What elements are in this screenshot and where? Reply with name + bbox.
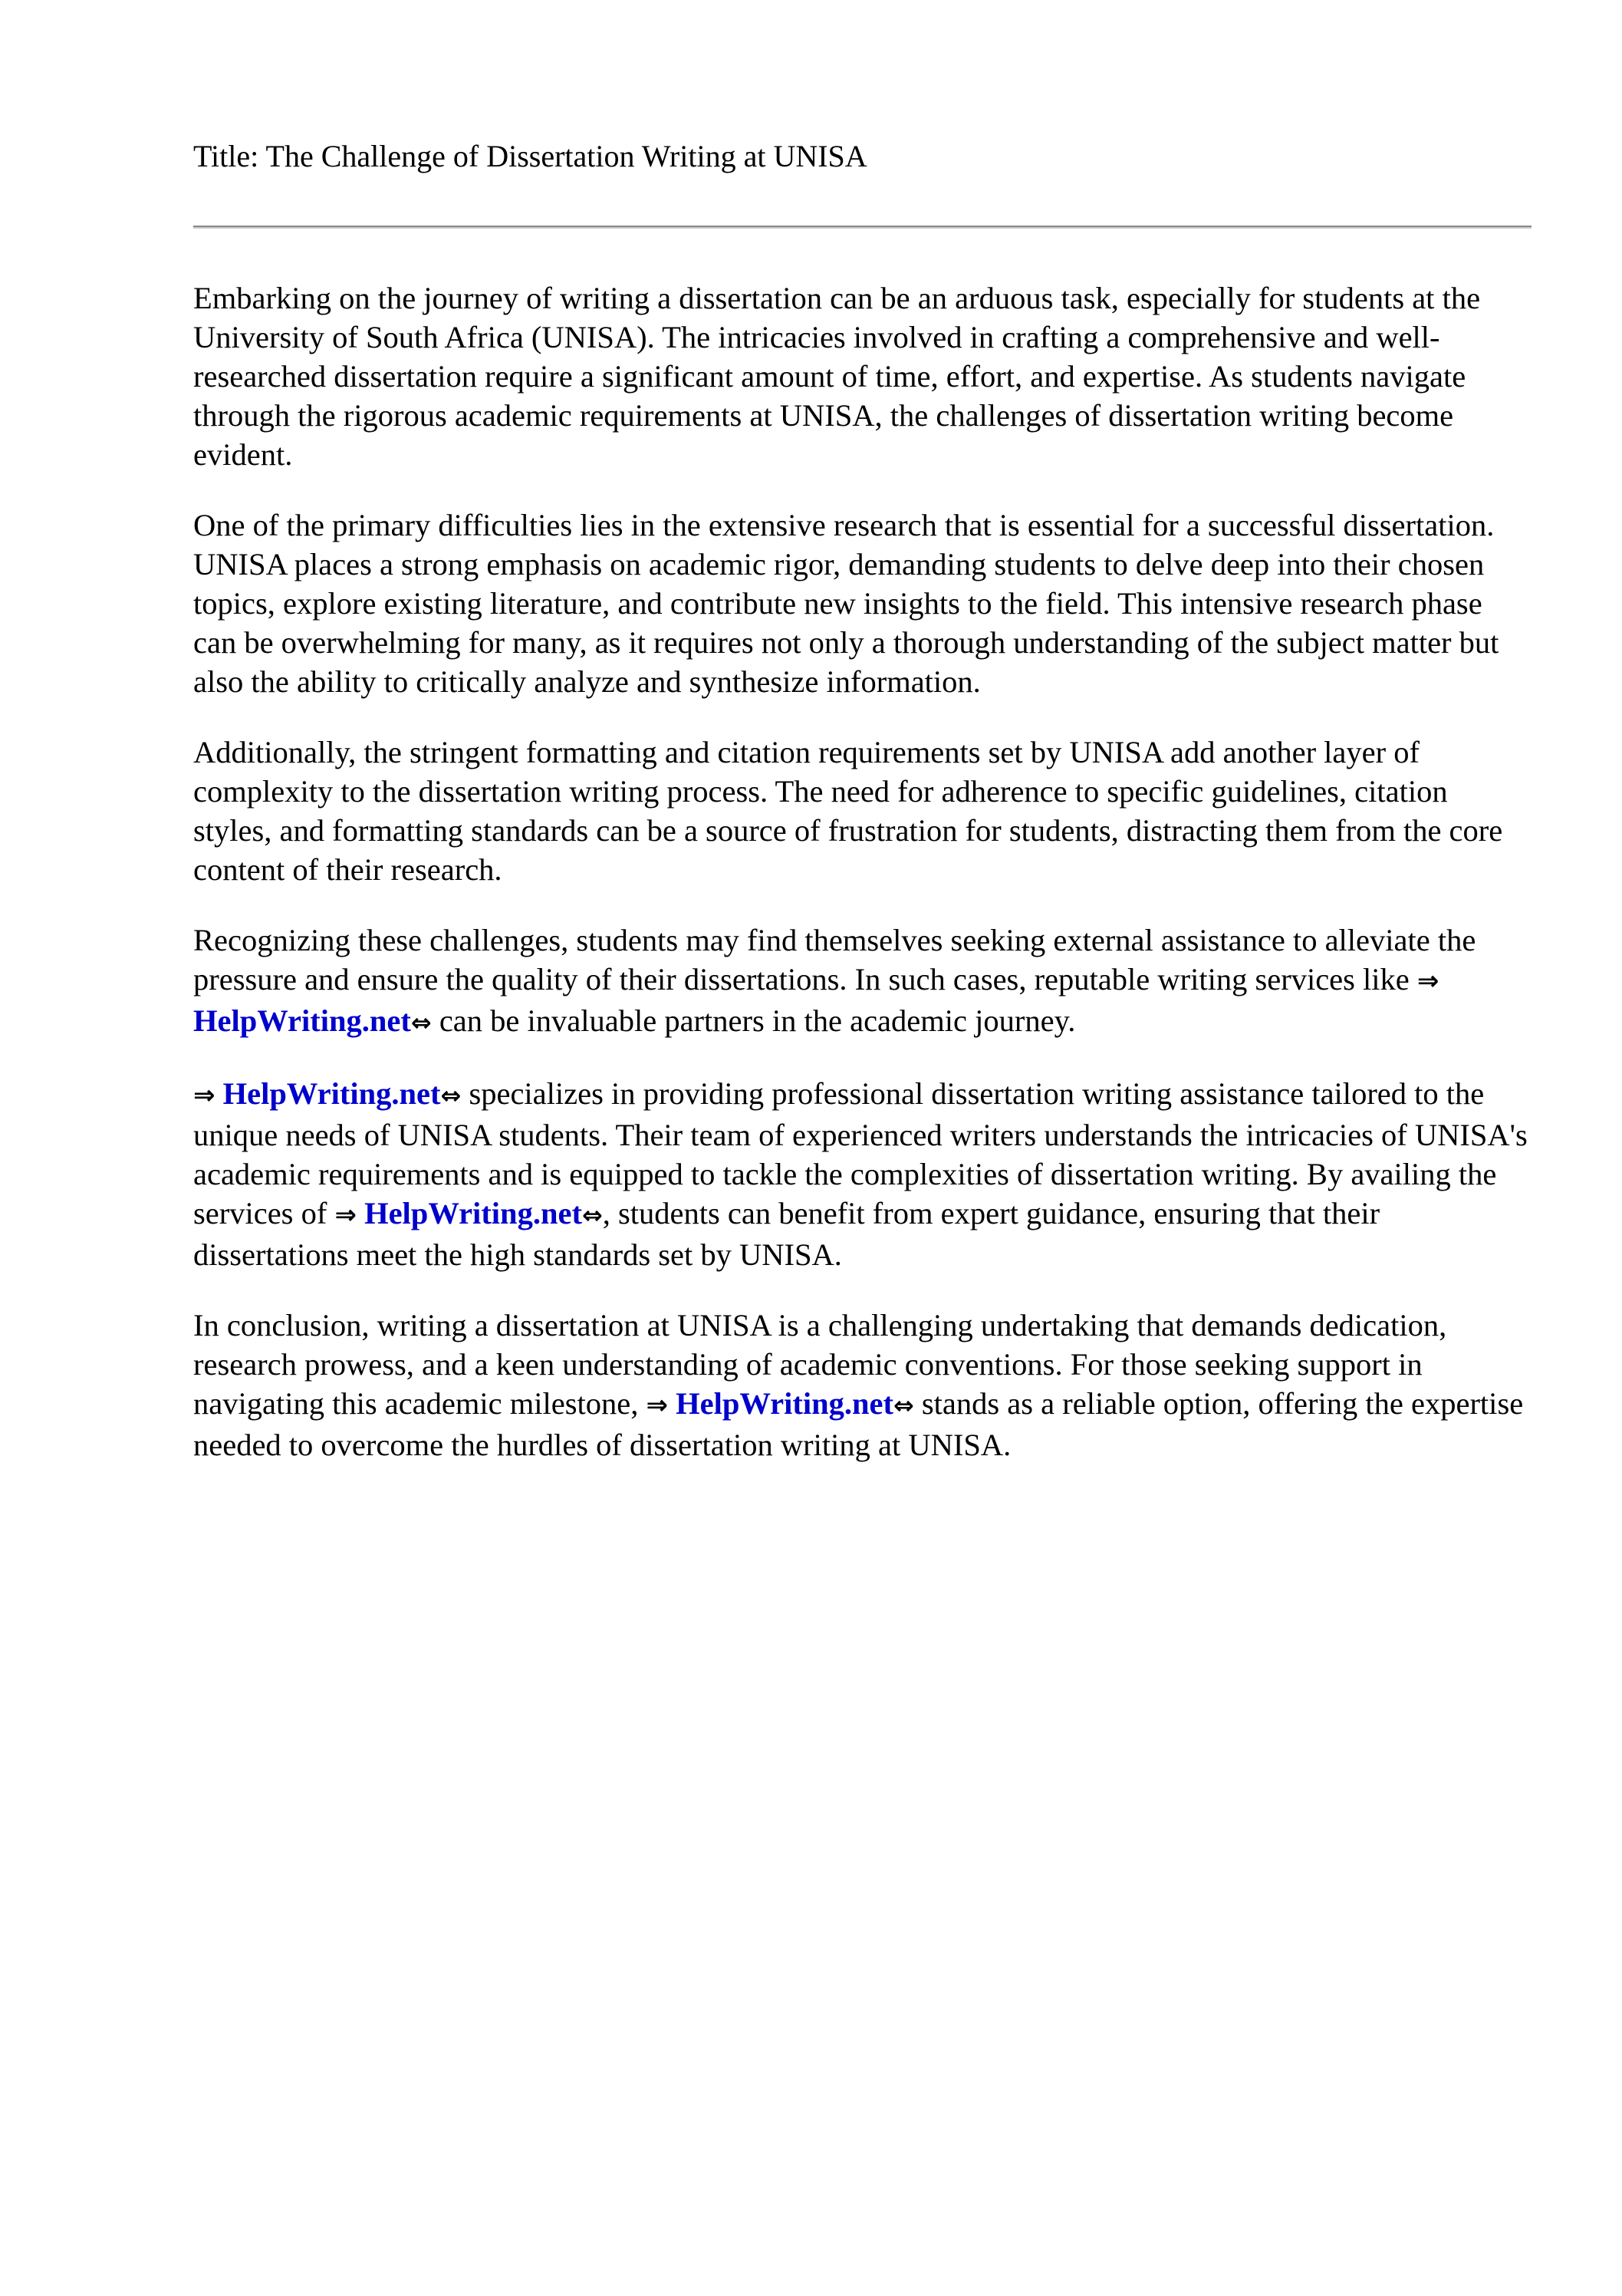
paragraph-intro: Embarking on the journey of writing a dissertation can be an arduous task, especially for students at the University of South Africa (UNISA). The intricacies involved in crafting a comprehensive and well-researched dissertation require a significant amount of time, effort, and expertise. As students navigate through the rigorous academic requirements at UNISA, the challenges of dissertation writing become evident. xyxy=(193,281,1481,472)
document-body xyxy=(193,278,1532,1496)
helpwriting-link[interactable]: HelpWriting.net xyxy=(193,1003,411,1038)
paragraph-conclusion xyxy=(193,1306,1532,1464)
horizontal-rule xyxy=(193,226,1532,229)
paragraph-text: stands as a reliable option, offering the expertise needed to overcome the hurdles of dissertation writing at UNISA. xyxy=(193,1386,1524,1462)
left-right-double-arrow-icon: ⇔ xyxy=(581,1201,603,1230)
paragraph-assistance xyxy=(193,921,1532,1043)
right-double-arrow-icon: ⇒ xyxy=(334,1200,357,1230)
paragraph-research: One of the primary difficulties lies in the extensive research that is essential for a successful dissertation. UNISA places a strong emphasis on academic rigor, demanding students to delve deep into their chosen topics, explore existing literature, and contribute new insights to the field. This intensive research phase can be overwhelming for many, as it requires not only a thorough understanding of the subject matter but also the ability to critically analyze and synthesize information. xyxy=(193,508,1499,699)
paragraph-text: can be invaluable partners in the academic journey. xyxy=(431,1003,1076,1038)
document-title: Title: The Challenge of Dissertation Writing at UNISA xyxy=(193,139,867,173)
paragraph-formatting: Additionally, the stringent formatting and citation requirements set by UNISA add another layer of complexity to the dissertation writing process. The need for adherence to specific guidelines, citation styles, and formatting standards can be a source of frustration for students, distracting them from the core content of their research. xyxy=(193,735,1503,887)
right-double-arrow-icon: ⇒ xyxy=(646,1390,668,1421)
paragraph-text: Recognizing these challenges, students may find themselves seeking external assistance to alleviate the pressure and ensure the quality of their dissertations. In such cases, reputable writing services like xyxy=(193,923,1476,996)
helpwriting-link[interactable]: HelpWriting.net xyxy=(222,1076,441,1111)
right-double-arrow-icon: ⇒ xyxy=(1416,966,1439,996)
paragraph-service xyxy=(193,1074,1532,1274)
paragraph-text: , students can benefit from expert guidance, ensuring that their dissertations meet the high standards set by UNISA. xyxy=(193,1196,1380,1272)
paragraph-text: In conclusion, writing a dissertation at UNISA is a challenging undertaking that demands dedication, research prowess, and a keen understanding of academic conventions. For those seeking support in navigating this academic milestone, xyxy=(193,1308,1447,1421)
right-double-arrow-icon: ⇒ xyxy=(193,1080,215,1111)
paragraph-text: specializes in providing professional dissertation writing assistance tailored to the unique needs of UNISA students. Their team of experienced writers understands the intricacies of UNISA's academic requirements and is equipped to tackle the complexities of dissertation writing. By availing the services of xyxy=(193,1076,1528,1230)
left-right-double-arrow-icon: ⇔ xyxy=(440,1081,462,1110)
helpwriting-link[interactable]: HelpWriting.net xyxy=(676,1386,893,1421)
left-right-double-arrow-icon: ⇔ xyxy=(893,1391,914,1420)
left-right-double-arrow-icon: ⇔ xyxy=(410,1008,432,1037)
helpwriting-link[interactable]: HelpWriting.net xyxy=(364,1196,582,1230)
